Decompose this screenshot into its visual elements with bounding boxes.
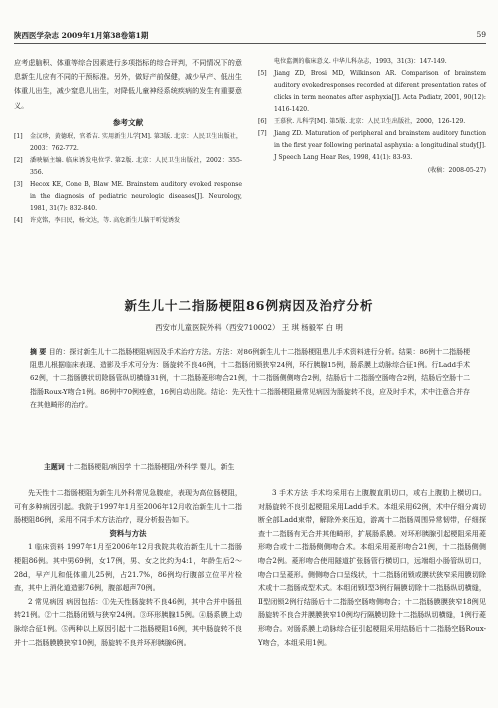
reference-text: Jiang ZD. Maturation of peripheral and brainstem auditory function in the first year following perinatal asphyxia: a longitudinal study[J]. J Speech Lang Hear Res, 1998, 41(1): 83-93. xyxy=(274,130,486,161)
surgery-paragraph: 3 手术方法 手术均采用右上腹腹直肌切口，或右上腹肋上横切口。对肠旋转不良引起梗阻采用Ladd手术。本组采用62例，术中仔细分离切断全部Ladd束带，解除外来压迫，游离十二指肠周围异常韧带，仔细探查十二指肠有无合并其他畸形，扩展肠系膜。对环形胰腺引起梗阻采用菱形吻合或十二指肠侧侧吻合术。本组采用菱形吻合21例，十二指肠侧侧吻合2例。菱形吻合使用隧道扩张肠管行横切口，远端组小肠管纵切口，吻合口呈菱形。侧侧吻合口呈线状，十二指肠闭锁或膜状狭窄采用膜切除术或十二指肠成型术式。本组闭锁Ⅰ型3例行隔膜切除十二指肠纵切横缝，Ⅱ型闭锁2例行结肠后十二指肠空肠吻侧吻合；十二指肠膜膜狭窄18例见肠旋转不良合并膜膜狭窄10例均行隔膜切除十二指肠纵切横缝，1例行菱形吻合。对肠系膜上动脉综合征引起梗阻采用结肠后十二指肠空肠Roux-Y吻合，本组采用1例。 xyxy=(258,488,486,647)
reference-number: [7] xyxy=(258,130,267,137)
received-date: (收稿：2008-05-27) xyxy=(427,167,486,174)
body-left-column xyxy=(14,486,242,649)
reference-continuation: 电位监测的临床意义. 中华儿科杂志，1993，31(3)：147-149. xyxy=(274,58,447,65)
article-title: 新生儿十二指肠梗阻86例病因及治疗分析 xyxy=(124,298,374,313)
reference-text: 王慕狄. 儿科学[M]. 第5版. 北京：人民卫生出版社，2000，126-129. xyxy=(274,118,466,125)
journal-title: 陕西医学杂志 2009年1月第38卷第1期 xyxy=(14,31,149,40)
reference-item xyxy=(14,179,242,215)
keywords xyxy=(44,461,234,471)
clinical-data-paragraph: 1 临床资料 1997年1月至2006年12月我院共收治新生儿十二指肠梗阻86例。其中男69例，女17例，男、女之比约为4:1，年龄生后2～28d，早产儿和低体重儿25例，占21.7%，86例均行腹部立位平片检查，其中上消化道造影76例，腹部超声70例。 xyxy=(14,542,242,593)
author-affiliation: 西安市儿童医院外科（西安710002） 王 琪 杨毅军 白 明 xyxy=(155,323,343,332)
reference-item xyxy=(258,116,486,128)
reference-number: [6] xyxy=(258,118,267,125)
reference-item xyxy=(14,131,242,155)
closing-paragraph: 应考虑脑积、体重等综合因素进行多项指标的综合评判，不同情况下的意息新生儿应有不同的干预标准。另外，做好产前保健，减少早产、低出生体重儿出生，减少窒息儿出生，对降低儿童神经系统疾病的发生有重要意义。 xyxy=(14,58,242,110)
section-heading: 资料与方法 xyxy=(109,528,147,538)
keywords-label: 主题词 xyxy=(44,463,65,471)
reference-text: Jiang ZD, Brosi MD, Wilkinson AR. Comparison of brainstem auditory evokedresponses recorded at diferent presentation rates of clicks in term neonates after asphyxia[J]. Acta Padiatr, 2001, 90(12): 1416-1420. xyxy=(274,70,486,113)
reference-text: 金汉珍，黄德珉，官希吉. 实用新生儿学[M]. 第3版. 北京：人民卫生出版社，2003：762-772. xyxy=(30,133,242,153)
reference-item xyxy=(258,128,486,164)
reference-number: [5] xyxy=(258,70,267,77)
page-number: 59 xyxy=(476,30,486,39)
reference-item xyxy=(14,215,242,227)
abstract-label: 摘 要 xyxy=(30,348,47,356)
causes-paragraph: 2 常见病因 病因包括：①先天性肠旋转不良46例，其中合并中肠扭转21例。②十二指肠闭锁与狭窄24例。③环形胰腺15例。④肠系膜上动脉综合征1例。⑤两种以上原因引起十二指肠梗阻16例，其中肠旋转不良并十二指肠膜膜狭窄10例，肠旋转不良并环形胰腺6例。 xyxy=(14,596,242,647)
reference-number: [3] xyxy=(14,181,23,189)
reference-item xyxy=(14,155,242,179)
reference-number: [4] xyxy=(14,217,23,225)
reference-number: [1] xyxy=(14,133,23,141)
abstract-text: 目的：探讨新生儿十二指肠梗阻病因及手术治疗方法。方法：对86例新生儿十二指肠梗阻患儿手术资料进行分析。结果：86例十二指肠梗阻患儿根据临床表现、造影及手术可分为：肠旋转不良46例，十二指肠闭锁狭窄24例，环行胰腺15例，肠系膜上动脉综合征1例。行Ladd手术62例，十二指肠膜状切除肠管纵切横缝31例，十二指肠菱形吻合21例，十二指肠侧侧吻合2例，结肠后十二指肠空肠吻合2例，结肠后空肠十二指肠Roux-Y吻合1例。86例中70例痊愈，16例自动出院。结论：先天性十二指肠梗阻最常见病因为肠旋转不良，应及时手术，术中注意合并存在其他畸形的治疗。 xyxy=(30,348,470,409)
top-left-column xyxy=(14,56,242,227)
top-right-column xyxy=(258,56,486,178)
reference-text: 潘映辐主编. 临床诱发电位学. 第2版. 北京：人民卫生出版社，2002：355-356. xyxy=(30,157,242,177)
reference-text: Hecox KE, Cone B, Blaw ME. Brainstem auditory evoked response in the diagnosis of pediatric neurologic diseases[J]. Neurology, 1981, 31(7): 832-840. xyxy=(30,181,242,213)
abstract xyxy=(30,346,470,412)
body-right-column xyxy=(258,486,486,649)
references-heading: 参考文献 xyxy=(112,117,144,127)
reference-number: [2] xyxy=(14,157,23,165)
keywords-text: 十二指肠梗阻/病因学 十二指肠梗阻/外科学 婴儿，新生 xyxy=(66,463,235,471)
reference-item xyxy=(258,68,486,116)
intro-paragraph: 先天性十二指肠梗阻为新生儿外科常见急腹症，表现为高位肠梗阻，可有多种病因引起。我院于1997年1月至2006年12月收治新生儿十二指肠梗阻86例，采用不同手术方法治疗，现分析报告如下。 xyxy=(14,488,242,525)
page-header xyxy=(14,30,486,44)
reference-text: 许克铭，李日民，杨文达，等. 高危新生儿脑干听觉诱发 xyxy=(30,217,181,225)
